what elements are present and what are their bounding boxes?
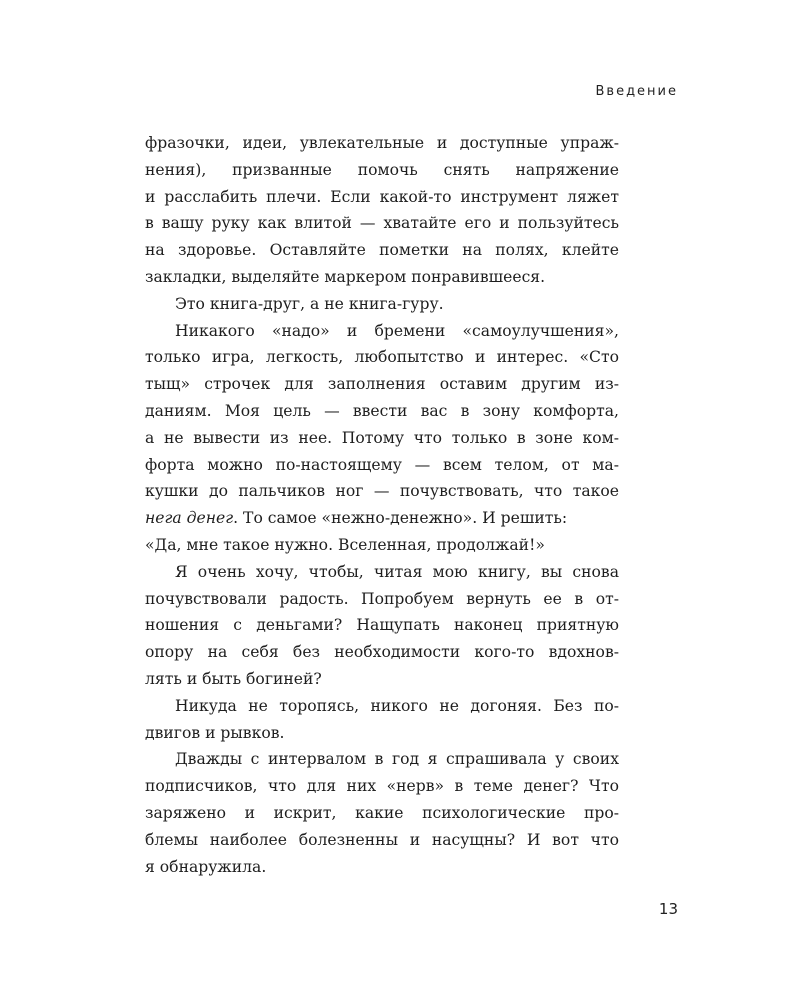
text-line: «Да, мне такое нужно. Вселенная, продолжай!» <box>145 535 545 554</box>
text-line: лять и быть богиней? <box>145 669 322 688</box>
text-line: форта можно по-настоящему — всем телом, от ма- <box>145 455 619 474</box>
text-line: я обнаружила. <box>145 857 267 876</box>
text-line: Это книга-друг, а не книга-гуру. <box>175 294 444 313</box>
text-line: Никакого «надо» и бремени «самоулучшения», <box>175 321 619 340</box>
page-number: 13 <box>658 900 678 918</box>
text-line: подписчиков, что для них «нерв» в теме денег? Что <box>145 777 619 796</box>
running-header: Введение <box>595 84 678 99</box>
text-line: а не вывести из нее. Потому что только в зоне ком- <box>145 428 619 447</box>
text-line: в вашу руку как влитой — хватайте его и пользуйтесь <box>145 214 619 233</box>
text-line: и расслабить плечи. Если какой-то инструмент ляжет <box>145 187 619 206</box>
text-line: заряжено и искрит, какие психологические про- <box>145 803 619 822</box>
text-line <box>145 505 619 532</box>
text-line: Я очень хочу, чтобы, читая мою книгу, вы снова <box>175 562 619 581</box>
body-text <box>145 130 619 880</box>
text-line: блемы наиболее болезненны и насущны? И вот что <box>145 830 619 849</box>
text-line: даниям. Моя цель — ввести вас в зону комфорта, <box>145 401 619 420</box>
text-line: только игра, легкость, любопытство и интерес. «Сто <box>145 348 619 367</box>
text-line: ношения с деньгами? Нащупать наконец приятную <box>145 616 619 635</box>
text-line: опору на себя без необходимости кого-то вдохнов- <box>145 643 619 662</box>
text-line: фразочки, идеи, увлекательные и доступные упраж- <box>145 134 619 152</box>
text-line: тыщ» строчек для заполнения оставим другим из- <box>145 375 619 394</box>
text-segment: . То самое «нежно-денежно». И решить: <box>233 509 568 528</box>
text-line: Дважды с интервалом в год я спрашивала у своих <box>175 750 619 769</box>
italic-phrase: нега денег <box>145 509 234 528</box>
text-line: на здоровье. Оставляйте пометки на полях, клейте <box>145 241 619 260</box>
text-line: почувствовали радость. Попробуем вернуть ее в от- <box>145 589 619 608</box>
text-line: нения), призванные помочь снять напряжение <box>145 160 619 179</box>
text-line: двигов и рывков. <box>145 723 285 742</box>
text-line: закладки, выделяйте маркером понравившееся. <box>145 267 546 286</box>
text-line: Никуда не торопясь, никого не догоняя. Без по- <box>175 696 619 715</box>
text-line: кушки до пальчиков ног — почувствовать, что такое <box>145 482 619 501</box>
